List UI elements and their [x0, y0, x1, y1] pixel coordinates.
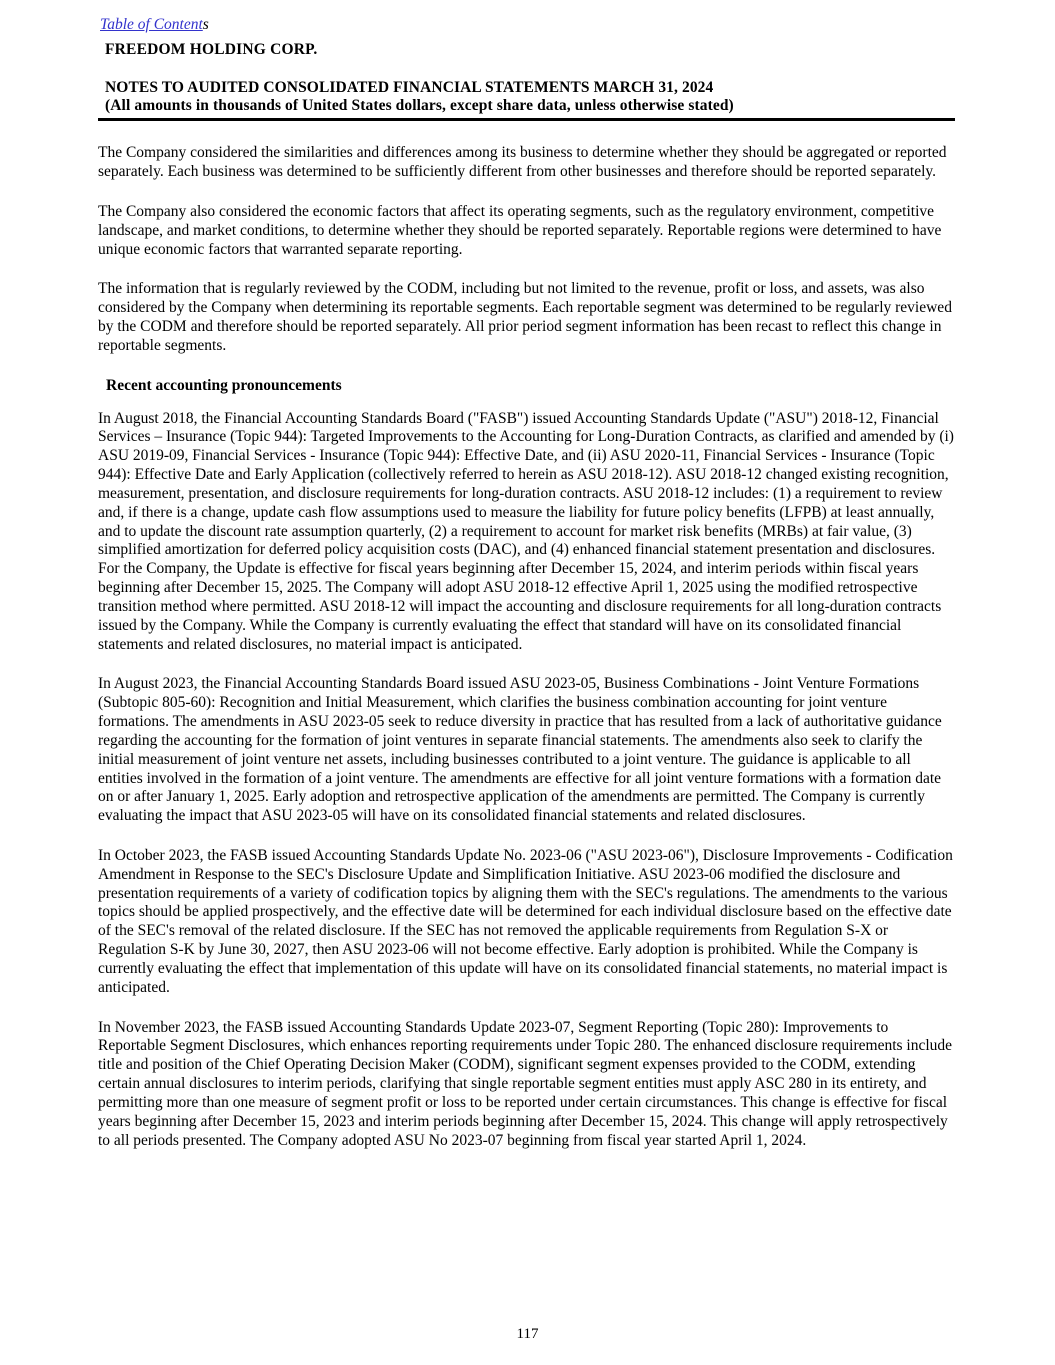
company-name: FREEDOM HOLDING CORP. — [105, 40, 318, 58]
header-divider — [98, 118, 955, 121]
table-of-contents-link-suffix: s — [202, 16, 209, 33]
paragraph-codm-review: The information that is regularly reviewed by the CODM, including but not limited to the revenue, profit or loss, and assets, was also considered by the Company when determining its reportable segments. Each reportable segment was determined to be regularly reviewed by the CODM and therefore should be reported separately. All prior period segment information has been recast to reflect this change in reportable segments. — [98, 280, 952, 354]
breadcrumb — [100, 16, 955, 35]
paragraph-asu-2023-06: In October 2023, the FASB issued Accounting Standards Update No. 2023-06 ("ASU 2023-06"), Disclosure Improvements - Codification Amendment in Response to the SEC's Disclosure Update and Simplification Initiative. ASU 2023-06 modified the disclosure and presentation requirements of a variety of codification topics by aligning them with the SEC's regulations. The amendments to the various topics should be applied prospectively, and the effective date will be determined for each individual disclosure based on the effective date of the SEC's removal of the related disclosure. If the SEC has not removed the applicable requirements from Regulation S-X or Regulation S-K by June 30, 2027, then ASU 2023-06 will not become effective. Early adoption is prohibited. While the Company is currently evaluating the effect that implementation of this update will have on its consolidated financial statements, no material impact is anticipated. — [98, 846, 953, 996]
document-title: NOTES TO AUDITED CONSOLIDATED FINANCIAL STATEMENTS MARCH 31, 2024 — [105, 78, 714, 96]
paragraph-asu-2023-07: In November 2023, the FASB issued Accounting Standards Update 2023-07, Segment Reporting (Topic 280): Improvements to Reportable Segment Disclosures, which enhances reporting requirements under Topic 280. The enhanced disclosure requirements include title and position of the Chief Operating Decision Maker (CODM), significant segment expenses provided to the CODM, extending certain annual disclosures to interim periods, clarifying that single reportable segment entities must apply ASC 280 in its entirety, and permitting more than one measure of segment profit or loss to be reported under certain circumstances. This change is effective for fiscal years beginning after December 15, 2023 and interim periods beginning after December 15, 2024. This change will apply retrospectively to all periods presented. The Company adopted ASU No 2023-07 beginning from fiscal year started April 1, 2024. — [98, 1018, 953, 1149]
paragraph-asu-2023-05: In August 2023, the Financial Accounting Standards Board issued ASU 2023-05, Business Combinations - Joint Venture Formations (Subtopic 805-60): Recognition and Initial Measurement, which clarifies the business combination accounting for joint venture formations. The amendments in ASU 2023-05 seek to reduce diversity in practice that has resulted from a lack of authoritative guidance regarding the accounting for the formation of joint ventures in separate financial statements. The amendments also seek to clarify the initial measurement of joint venture net assets, including businesses contributed to a joint venture. The guidance is applicable to all entities involved in the formation of a joint venture. The amendments are effective for all joint venture formations with a formation date on or after January 1, 2025. Early adoption and retrospective application of the amendments are permitted. The Company is currently evaluating the impact that ASU 2023-05 will have on its consolidated financial statements and related disclosures. — [98, 675, 942, 825]
paragraph-asu-2018-12: In August 2018, the Financial Accounting Standards Board ("FASB") issued Accounting Standards Update ("ASU") 2018-12, Financial Services – Insurance (Topic 944): Targeted Improvements to the Accounting for Long-Duration Contracts, as clarified and amended by (i) ASU 2019-09, Financial Services - Insurance (Topic 944): Effective Date, and (ii) ASU 2020-11, Financial Services - Insurance (Topic 944): Effective Date and Early Application (collectively referred to herein as ASU 2018-12). ASU 2018-12 changed existing recognition, measurement, presentation, and disclosure requirements for long-duration contracts. ASU 2018-12 includes: (1) a requirement to review and, if there is a change, update cash flow assumptions used to measure the liability for future policy benefits (LFPB) at least annually, and to update the discount rate assumption quarterly, (2) a requirement to account for market risk benefits (MRBs) at fair value, (3) simplified amortization for deferred policy acquisition costs (DAC), and (4) enhanced financial statement presentation and disclosures. For the Company, the Update is effective for fiscal years beginning after December 15, 2024, and interim periods within fiscal years beginning after December 15, 2025. The Company will adopt ASU 2018-12 effective April 1, 2025 using the modified retrospective transition method where permitted. ASU 2018-12 will impact the accounting and disclosure requirements for all long-duration contracts issued by the Company. While the Company is currently evaluating the effect that standard will have on its consolidated financial statements and related disclosures, no material impact is anticipated. — [98, 409, 954, 653]
paragraph-segment-aggregation: The Company considered the similarities and differences among its business to determine whether they should be aggregated or reported separately. Each business was determined to be sufficiently different from other businesses and therefore should be reported separately. — [98, 144, 947, 181]
section-heading-recent-accounting-pronouncements: Recent accounting pronouncements — [106, 376, 342, 394]
table-of-contents-link[interactable]: Table of Content — [100, 16, 203, 33]
document-subtitle: (All amounts in thousands of United States dollars, except share data, unless otherwise stated) — [105, 97, 734, 115]
paragraph-economic-factors: The Company also considered the economic factors that affect its operating segments, such as the regulatory environment, competitive landscape, and market conditions, to determine whether they should be reported separately. Reportable regions were determined to have unique economic factors that warranted separate reporting. — [98, 202, 942, 258]
page-number: 117 — [516, 1325, 539, 1342]
